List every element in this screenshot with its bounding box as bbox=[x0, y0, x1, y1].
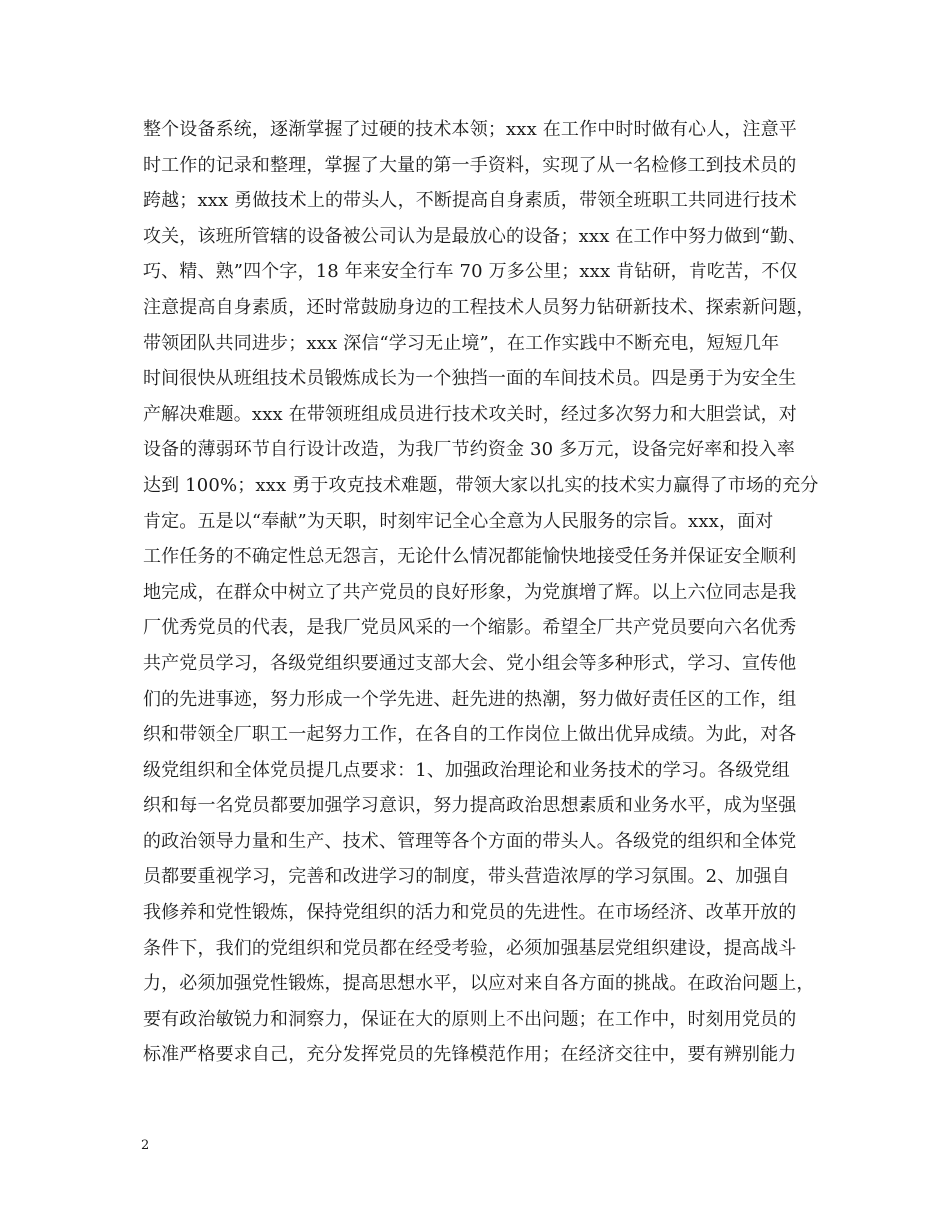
text-line: 要有政治敏锐力和洞察力，保证在大的原则上不出问题；在工作中，时刻用党员的 bbox=[143, 1008, 797, 1030]
text-line: 产解决难题。xxx 在带领班组成员进行技术攻关时，经过多次努力和大胆尝试，对 bbox=[143, 403, 797, 425]
text-line: 我修养和党性锻炼，保持党组织的活力和党员的先进性。在市场经济、改革开放的 bbox=[143, 902, 797, 924]
text-line: 巧、精、熟”四个字，18 年来安全行车 70 万多公里；xxx 肯钻研，肯吃苦，不仅 bbox=[143, 261, 798, 283]
text-line: 达到 100%；xxx 勇于攻克技术难题，带领大家以扎实的技术实力赢得了市场的充分 bbox=[143, 474, 819, 496]
text-line: 员都要重视学习，完善和改进学习的制度，带头营造浓厚的学习氛围。2、加强自 bbox=[143, 866, 790, 888]
text-line: 级党组织和全体党员提几点要求：1、加强政治理论和业务技术的学习。各级党组 bbox=[143, 759, 790, 781]
text-line: 共产党员学习，各级党组织要通过支部大会、党小组会等多种形式，学习、宣传他 bbox=[143, 652, 797, 674]
text-line: 跨越；xxx 勇做技术上的带头人，不断提高自身素质，带领全班职工共同进行技术 bbox=[143, 190, 797, 212]
text-line: 的政治领导力量和生产、技术、管理等各个方面的带头人。各级党的组织和全体党 bbox=[143, 830, 797, 852]
text-line: 设备的薄弱环节自行设计改造，为我厂节约资金 30 多万元，设备完好率和投入率 bbox=[143, 439, 796, 461]
text-line: 们的先进事迹，努力形成一个学先进、赶先进的热潮，努力做好责任区的工作，组 bbox=[143, 688, 797, 710]
text-line: 地完成，在群众中树立了共产党员的良好形象，为党旗增了辉。以上六位同志是我 bbox=[143, 581, 797, 603]
text-line: 织和带领全厂职工一起努力工作，在各自的工作岗位上做出优异成绩。为此，对各 bbox=[143, 724, 797, 746]
text-line: 标准严格要求自己，充分发挥党员的先锋模范作用；在经济交往中，要有辨别能力 bbox=[143, 1044, 797, 1066]
text-line: 肯定。五是以“奉献”为天职，时刻牢记全心全意为人民服务的宗旨。xxx，面对 bbox=[143, 510, 774, 532]
text-line: 条件下，我们的党组织和党员都在经受考验，必须加强基层党组织建设，提高战斗 bbox=[143, 937, 797, 959]
text-line: 攻关，该班所管辖的设备被公司认为是最放心的设备；xxx 在工作中努力做到“勤、 bbox=[143, 225, 807, 247]
text-line: 织和每一名党员都要加强学习意识，努力提高政治思想素质和业务水平，成为坚强 bbox=[143, 795, 797, 817]
text-line: 整个设备系统，逐渐掌握了过硬的技术本领；xxx 在工作中时时做有心人，注意平 bbox=[143, 119, 797, 140]
text-line: 时工作的记录和整理，掌握了大量的第一手资料，实现了从一名检修工到技术员的 bbox=[143, 154, 797, 176]
text-line: 时间很快从班组技术员锻炼成长为一个独挡一面的车间技术员。四是勇于为安全生 bbox=[143, 368, 797, 390]
text-line: 工作任务的不确定性总无怨言，无论什么情况都能愉快地接受任务并保证安全顺利 bbox=[143, 546, 797, 568]
text-line: 力，必须加强党性锻炼，提高思想水平，以应对来自各方面的挑战。在政治问题上， bbox=[143, 973, 815, 995]
text-line: 注意提高自身素质，还时常鼓励身边的工程技术人员努力钻研新技术、探索新问题， bbox=[143, 296, 815, 318]
text-line: 带领团队共同进步；xxx 深信“学习无止境”，在工作实践中不断充电，短短几年 bbox=[143, 332, 780, 354]
page-number: 2 bbox=[141, 1138, 150, 1153]
text-line: 厂优秀党员的代表，是我厂党员风采的一个缩影。希望全厂共产党员要向六名优秀 bbox=[143, 617, 797, 639]
body-text bbox=[143, 112, 823, 1073]
